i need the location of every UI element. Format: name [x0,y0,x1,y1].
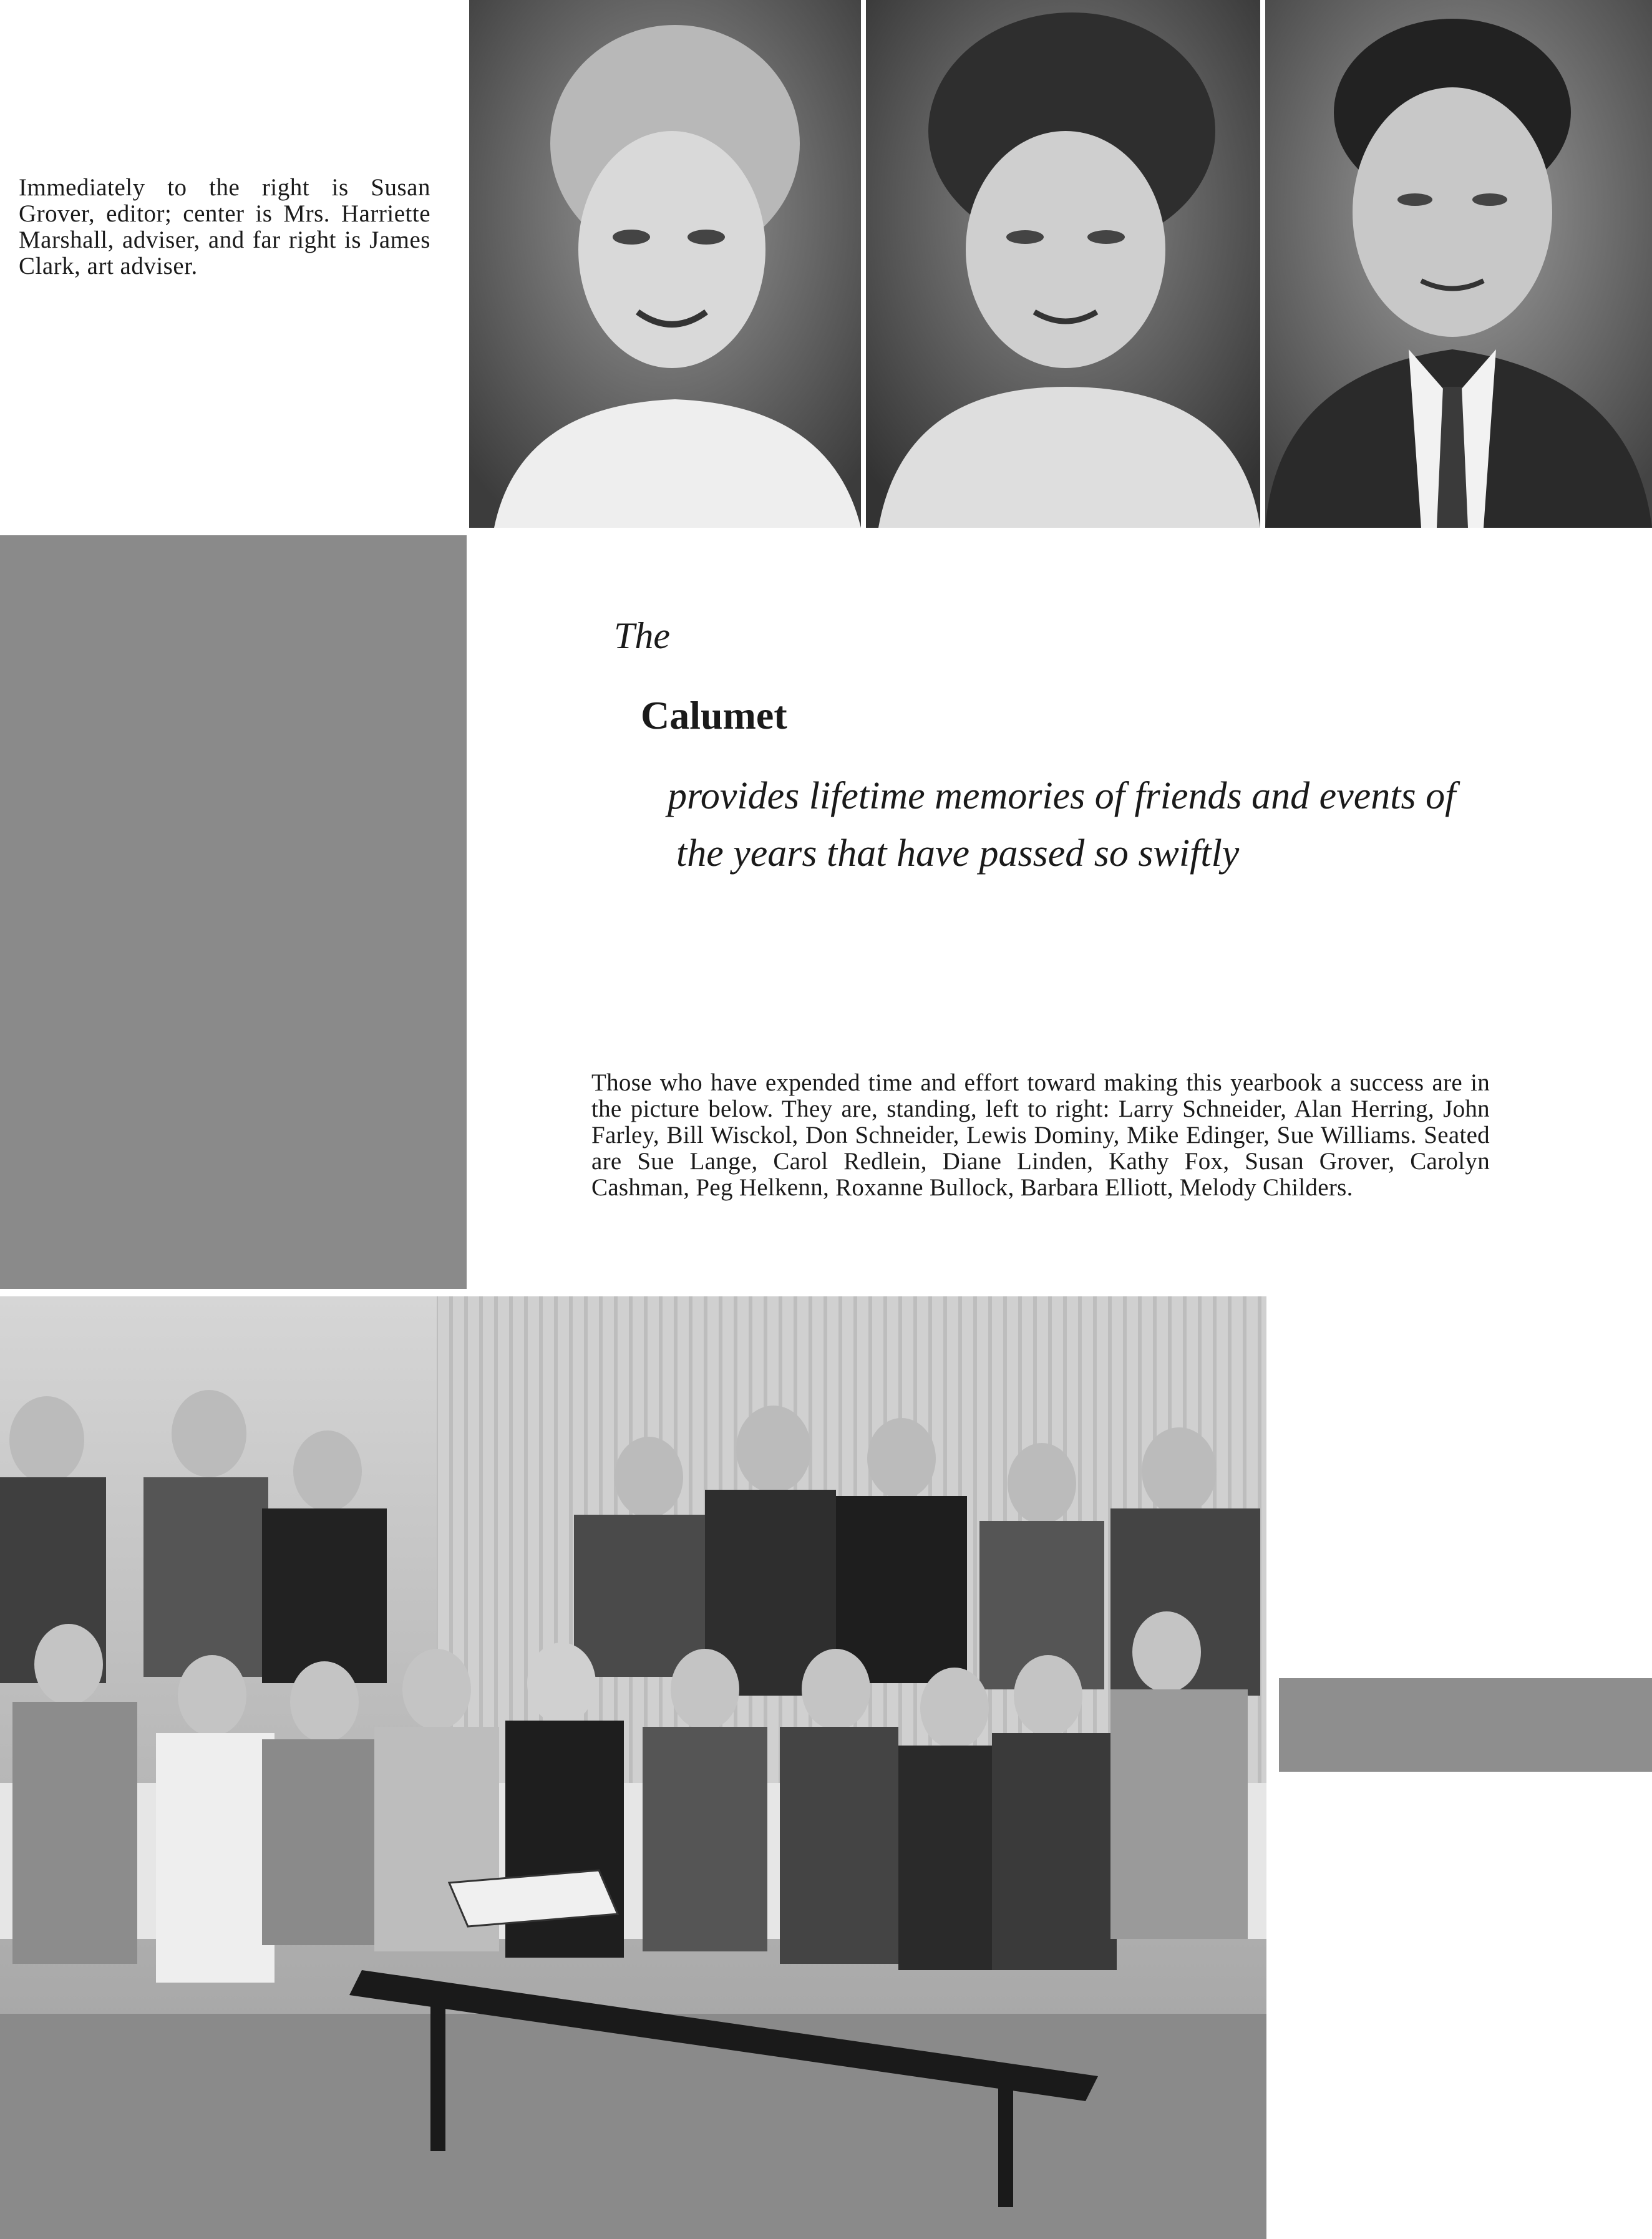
portrait-caption: Immediately to the right is Susan Grover, editor; center is Mrs. Harriette Marshall, adviser, and far right is James Clark, art adviser. [19,174,430,279]
portrait-editor-photo [469,0,861,528]
staff-group-photo [0,1296,1266,2239]
gray-block-left [0,535,467,1289]
title-the: The [614,615,670,656]
portrait-art-adviser-photo [1265,0,1652,528]
tagline [668,767,1553,882]
staff-caption: Those who have expended time and effort toward making this yearbook a success are in the picture below. They are, standing, left to right: Larry Schneider, Alan Herring, John Farley, Bill Wisckol, Don Schneider, Lewis Dominy, Mike Edinger, Sue Williams. Seated are Sue Lange, Carol Redlein, Diane Linden, Kathy Fox, Susan Grover, Carolyn Cashman, Peg Helkenn, Roxanne Bullock, Barbara Elliott, Melody Childers. [591,1069,1490,1201]
title-calumet: Calumet [641,693,787,737]
gray-block-right [1279,1678,1652,1772]
tagline-line-1: provides lifetime memories of friends and events of [668,775,1456,817]
tagline-line-2: the years that have passed so swiftly [676,832,1240,875]
portrait-adviser-photo [866,0,1260,528]
